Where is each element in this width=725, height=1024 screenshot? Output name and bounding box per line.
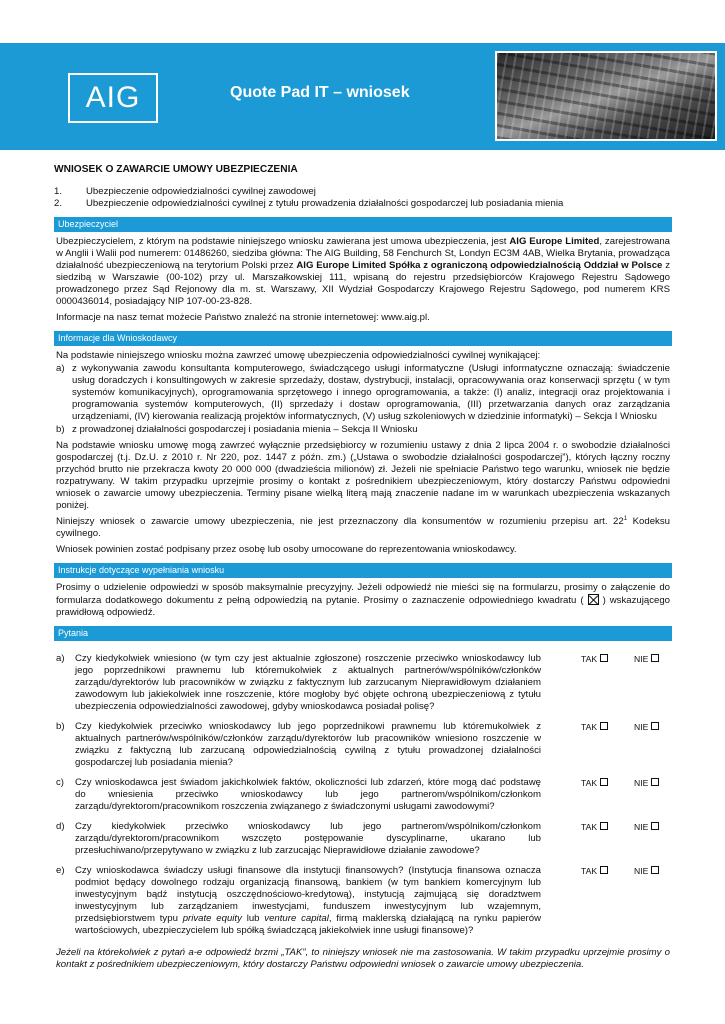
checked-box-icon — [588, 594, 599, 605]
text: , zarejestrowana w Anglii i Walii pod numerem: 01486260, siedziba główna: The AIG Building, 58 Fenchurch St, Londyn EC3M 4AB, Wielka Brytania, prowadząca działalność ubezpieczeniową na terytorium Polski przez — [56, 236, 670, 271]
text-italic: venture capital — [264, 913, 329, 924]
answer-yes[interactable] — [581, 653, 634, 713]
list-text: z wykonywania zawodu konsultanta komputerowego, świadczącego usługi informatyczne (Usługi informatyczne oznaczają: świadczenie usług doradczych i konsultingowych w zakresie sprzedaży, dostaw, dystrybucji, instalacji, opracowywania oraz konserwacji sprzętu ( w tym systemów komunikacyjnych), oprogramowania sprzętowego i innego oprogramowania, a także: (I) analiz, integracji oraz projektowania i programowania systemów komputerowych, (II) sprzedaży i dostaw oprogramowania, (III) przetwarzania danych oraz zarządzania urządzeniami, (IV) kierowania realizacją projektów informatycznych, (V) usług szkoleniowych w dziedzinie informatyki) – Sekcja I Wniosku — [72, 363, 670, 422]
applicant-info-section — [54, 346, 672, 556]
signature-paragraph: Wniosek powinien zostać podpisany przez osobę lub osoby umocowane do reprezentowania wnioskodawcy. — [56, 544, 517, 555]
list-text: Ubezpieczenie odpowiedzialności cywilnej zawodowej — [86, 186, 316, 197]
insurer-section — [54, 232, 672, 324]
list-item — [56, 424, 670, 436]
eligibility-paragraph: Na podstawie wniosku umowę mogą zawrzeć wyłącznie przedsiębiorcy w rozumieniu ustawy z dnia 2 lipca 2004 r. o swobodzie działalności gospodarczej (t.j. Dz.U. z 2010 r. Nr 220, poz. 1447 z późn. zm.) („Ustawa o swobodzie działalności gospodarczej”), których łączny roczny przychód brutto nie przekracza kwoty 20 000 000 (dwadzieścia milionów) zł. Jeżeli nie spełniacie Państwo tego warunku, wniosek nie będzie rozpatrywany. W takim przypadku uprzejmie prosimy o kontakt z pośrednikiem ubezpieczeniowym, który dostarczy Państwu odpowiedni wniosek o zawarcie umowy ubezpieczenia. Terminy pisane wielką literą mają znaczenie nadane im w warunkach ubezpieczenia wskazanych poniżej. — [56, 440, 670, 511]
text: , firmą maklerską działającą na rynku papierów wartościowych, ubezpieczycielem lub spółką świadczącą jakiekolwiek inne usługi finansowe)? — [75, 913, 542, 936]
question-label: e) — [56, 865, 65, 876]
text: lub — [241, 913, 265, 924]
list-label: a) — [56, 363, 65, 374]
insurer-paragraph — [56, 236, 670, 308]
document-title: WNIOSEK O ZAWARCIE UMOWY UBEZPIECZENIA — [54, 164, 298, 175]
answer-no[interactable] — [634, 721, 674, 769]
superscript: 1 — [623, 515, 628, 522]
yes-label: TAK — [581, 654, 598, 664]
no-label: NIE — [634, 722, 649, 732]
checkbox-icon[interactable] — [600, 654, 608, 662]
checkbox-icon[interactable] — [651, 822, 659, 830]
answer-yes[interactable] — [581, 721, 634, 769]
answer-yes[interactable] — [581, 777, 634, 813]
product-list — [54, 186, 672, 210]
intro-paragraph: Na podstawie niniejszego wniosku można zawrzeć umowę ubezpieczenia odpowiedzialności cywilnej wynikającej: — [56, 350, 541, 361]
instructions-section — [54, 578, 672, 619]
yes-label: TAK — [581, 778, 598, 788]
question-label: c) — [56, 777, 64, 788]
list-text: Ubezpieczenie odpowiedzialności cywilnej z tytułu prowadzenia działalności gospodarczej lub posiadania mienia — [86, 198, 564, 209]
section-header-insurer: Ubezpieczyciel — [54, 217, 672, 232]
question-label: b) — [56, 721, 65, 732]
text: z siedzibą w Warszawie (00-102) przy ul. Marszałkowskiej 111, wpisaną do rejestru przedsiębiorców Krajowego Rejestru Sądowego prowadzonego przez Sąd Rejonowy dla m. st. Warszawy, XII Wydział Gospodarczy Krajowego Rejestru Sądowego, pod numerem KRS 0000436014, posiadający NIP 107-00-23-828. — [56, 260, 670, 307]
question-e — [56, 865, 670, 937]
website-paragraph: Informacje na nasz temat możecie Państwo znaleźć na stronie internetowej: www.aig.pl. — [56, 312, 430, 323]
text: Czy wnioskodawca świadczy usługi finansowe dla instytucji finansowych? (Instytucja finansowa oznacza podmiot będący dowolnego rodzaju organizacją finansową, bankiem (w tym bankiem komercyjnym lub inwestycyjnym bądź instytucją oszczędnościowo-kredytową), instytucją zajmującą się doradztwem inwestycyjnym lub zarządzaniem inwestycjami, funduszem inwestycyjnym lub wzajemnym, przedsiębiorstwem typu — [75, 865, 541, 924]
questions-section — [54, 641, 672, 971]
scope-list — [56, 363, 670, 436]
question-text — [75, 865, 541, 937]
text: Niniejszy wniosek o zawarcie umowy ubezpieczenia, nie jest przeznaczony dla konsumentów w rozumieniu przepisu art. 22 — [56, 516, 624, 527]
answer-yes[interactable] — [581, 865, 634, 937]
aig-logo: AIG — [68, 73, 158, 123]
question-d — [56, 821, 670, 857]
text: Kodeksu cywilnego. — [56, 516, 670, 539]
consumer-paragraph — [56, 516, 670, 540]
instructions-paragraph — [56, 582, 670, 619]
yes-label: TAK — [581, 866, 598, 876]
no-label: NIE — [634, 654, 649, 664]
text: Prosimy o udzielenie odpowiedzi w sposób maksymalnie precyzyjny. Jeżeli odpowiedź nie mieści się na formularzu, prosimy o załączenie do formularza dodatkowego dokumentu z pełną odpowiedzią na pytanie. Prosimy o zaznaczenie odpowiedniego kwadratu ( — [56, 582, 670, 606]
checkbox-icon[interactable] — [651, 778, 659, 786]
checkbox-icon[interactable] — [651, 654, 659, 662]
list-label: b) — [56, 424, 65, 435]
question-text: Czy kiedykolwiek przeciwko wnioskodawcy lub jego poprzednikowi prawnemu lub któremukolwiek z aktualnych partnerów/wspólników/członków zarządu/dyrektorów lub pracowników wniesiono roszczenie w związku z faktyczną lub zarzucaną odpowiedzialnością cywilną z tytułu prowadzonej działalności gospodarczej lub posiadania mienia? — [75, 721, 541, 768]
list-text: z prowadzonej działalności gospodarczej i posiadania mienia – Sekcja II Wniosku — [72, 424, 418, 435]
checkbox-icon[interactable] — [600, 866, 608, 874]
list-number: 2. — [54, 198, 63, 209]
answer-no[interactable] — [634, 865, 674, 937]
text: ) wskazującego prawidłową odpowiedź. — [56, 595, 671, 618]
footnote-paragraph: Jeżeli na którekolwiek z pytań a-e odpowiedź brzmi „TAK”, to niniejszy wniosek nie ma zastosowania. W takim przypadku uprzejmie prosimy o kontakt z pośrednikiem ubezpieczeniowym, który dostarczy Państwu odpowiedni wniosek o zawarcie umowy ubezpieczenia. — [56, 947, 670, 970]
question-c — [56, 777, 670, 813]
question-b — [56, 721, 670, 769]
question-text: Czy kiedykolwiek wniesiono (w tym czy jest aktualnie zgłoszone) roszczenie przeciwko wnioskodawcy lub jego poprzednikowi prawnemu lub któremukolwiek z aktualnych partnerów/wspólników/członków zarządu/dyrektorów lub pracowników w związku z faktycznym lub zarzucanym Nieprawidłowym działaniem zawodowym lub jakiekolwiek inne roszczenie, które mogłoby być objęte ochroną ubezpieczeniową z tytułu ubezpieczenia odpowiedzialności zawodowej, gdyby wnioskodawca posiadał polisę? — [75, 653, 541, 712]
answer-no[interactable] — [634, 777, 674, 813]
yes-label: TAK — [581, 822, 598, 832]
answer-yes[interactable] — [581, 821, 634, 857]
question-a — [56, 653, 670, 713]
section-header-questions: Pytania — [54, 626, 672, 641]
list-item — [54, 186, 672, 198]
text-italic: private equity — [182, 913, 242, 924]
banner-title: Quote Pad IT – wniosek — [230, 84, 410, 101]
checkbox-icon[interactable] — [600, 822, 608, 830]
answer-no[interactable] — [634, 821, 674, 857]
document-body — [54, 164, 672, 971]
question-text: Czy wnioskodawca jest świadom jakichkolwiek faktów, okoliczności lub zdarzeń, które mogą dać podstawę do wniesienia przeciwko wnioskodawcy lub jego partnerom/wspólnikom/członkom zarządu/dyrektorom/pracownikom roszczenia związanego z świadczonymi usługami zawodowymi? — [75, 777, 541, 812]
list-item — [54, 198, 672, 210]
checkbox-icon[interactable] — [651, 722, 659, 730]
no-label: NIE — [634, 778, 649, 788]
answer-no[interactable] — [634, 653, 674, 713]
section-header-instructions: Instrukcje dotyczące wypełniania wniosku — [54, 563, 672, 578]
header-banner — [0, 43, 725, 150]
question-label: d) — [56, 821, 65, 832]
list-item — [56, 363, 670, 423]
yes-label: TAK — [581, 722, 598, 732]
no-label: NIE — [634, 866, 649, 876]
insurer-name: AIG Europe Limited — [509, 236, 600, 247]
list-number: 1. — [54, 186, 63, 197]
text: Ubezpieczycielem, z którym na podstawie niniejszego wniosku zawierana jest umowa ubezpieczenia, jest — [56, 236, 510, 247]
keyboard-photo — [495, 51, 717, 141]
section-header-applicant-info: Informacje dla Wnioskodawcy — [54, 331, 672, 346]
question-label: a) — [56, 653, 65, 664]
question-text: Czy kiedykolwiek przeciwko wnioskodawcy lub jego partnerom/wspólnikom/członkom zarządu/dyrektorom/pracownikom wszczęto postępowanie dyscyplinarne, ukarano lub przesłuchiwano/przepytywano w związku z lub zarzucając Nieprawidłowe działanie zawodowe? — [75, 821, 541, 856]
no-label: NIE — [634, 822, 649, 832]
checkbox-icon[interactable] — [651, 866, 659, 874]
checkbox-icon[interactable] — [600, 778, 608, 786]
checkbox-icon[interactable] — [600, 722, 608, 730]
branch-name: AIG Europe Limited Spółka z ograniczoną odpowiedzialnością Oddział w Polsce — [296, 260, 663, 271]
